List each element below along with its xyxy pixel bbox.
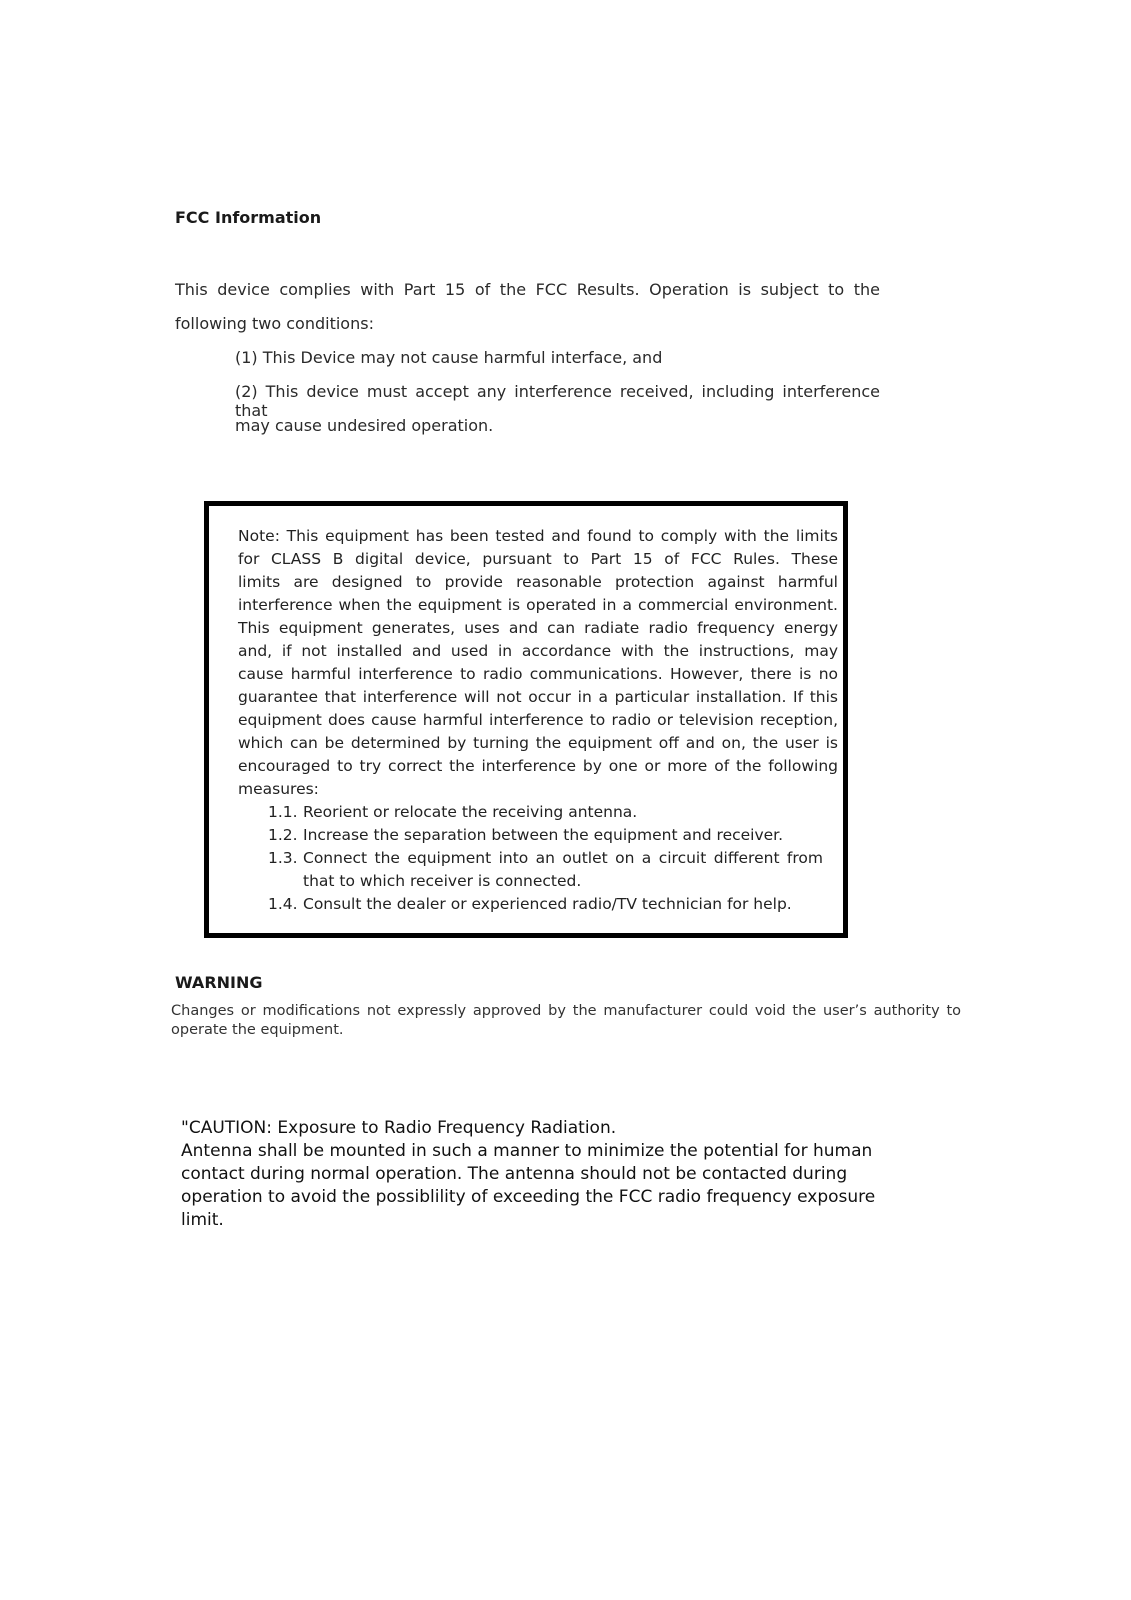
note-line: This equipment generates, uses and can radiate radio frequency energy: [238, 619, 838, 637]
measure-text: Connect the equipment into an outlet on a circuit different from: [303, 849, 823, 867]
condition-2-line-1: (2) This device must accept any interference received, including interference that: [235, 382, 880, 420]
fcc-information-title: FCC Information: [175, 208, 322, 227]
warning-text-line-1: Changes or modifications not expressly approved by the manufacturer could void the user’s authority to: [171, 1003, 961, 1019]
caution-line: operation to avoid the possiblility of exceeding the FCC radio frequency exposure: [181, 1187, 876, 1207]
measure-text: Consult the dealer or experienced radio/TV technician for help.: [303, 895, 792, 913]
note-line: limits are designed to provide reasonable protection against harmful: [238, 573, 838, 591]
note-line: for CLASS B digital device, pursuant to Part 15 of FCC Rules. These: [238, 550, 838, 568]
note-line: interference when the equipment is operated in a commercial environment.: [238, 596, 838, 614]
note-line: which can be determined by turning the equipment off and on, the user is: [238, 734, 838, 752]
note-line: guarantee that interference will not occur in a particular installation. If this: [238, 688, 838, 706]
note-line: equipment does cause harmful interference to radio or television reception,: [238, 711, 838, 729]
measure-text: that to which receiver is connected.: [303, 872, 582, 890]
note-line: Note: This equipment has been tested and found to comply with the limits: [238, 527, 838, 545]
measure-number: 1.4.: [268, 895, 298, 913]
measure-number: 1.1.: [268, 803, 298, 821]
intro-line-2: following two conditions:: [175, 314, 374, 333]
condition-2-line-2: may cause undesired operation.: [235, 416, 494, 435]
caution-line: contact during normal operation. The antenna should not be contacted during: [181, 1164, 848, 1184]
measure-text: Reorient or relocate the receiving antenna.: [303, 803, 638, 821]
warning-text: [171, 1002, 961, 1040]
note-line: and, if not installed and used in accordance with the instructions, may: [238, 642, 838, 660]
caution-line: limit.: [181, 1210, 224, 1230]
note-line: measures:: [238, 780, 319, 798]
note-line: cause harmful interference to radio communications. However, there is no: [238, 665, 838, 683]
note-line: encouraged to try correct the interference by one or more of the following: [238, 757, 838, 775]
warning-title: WARNING: [175, 973, 263, 992]
caution-title: "CAUTION: Exposure to Radio Frequency Radiation.: [181, 1118, 617, 1138]
fcc-note-box: [204, 501, 848, 938]
measure-number: 1.3.: [268, 849, 298, 867]
condition-1: (1) This Device may not cause harmful interface, and: [235, 348, 663, 367]
caution-line: Antenna shall be mounted in such a manner to minimize the potential for human: [181, 1141, 873, 1161]
measure-number: 1.2.: [268, 826, 298, 844]
measure-text: Increase the separation between the equipment and receiver.: [303, 826, 784, 844]
warning-text-line-2: operate the equipment.: [171, 1022, 344, 1038]
caution-section: [181, 1117, 961, 1232]
intro-line-1: This device complies with Part 15 of the FCC Results. Operation is subject to the: [175, 280, 880, 299]
